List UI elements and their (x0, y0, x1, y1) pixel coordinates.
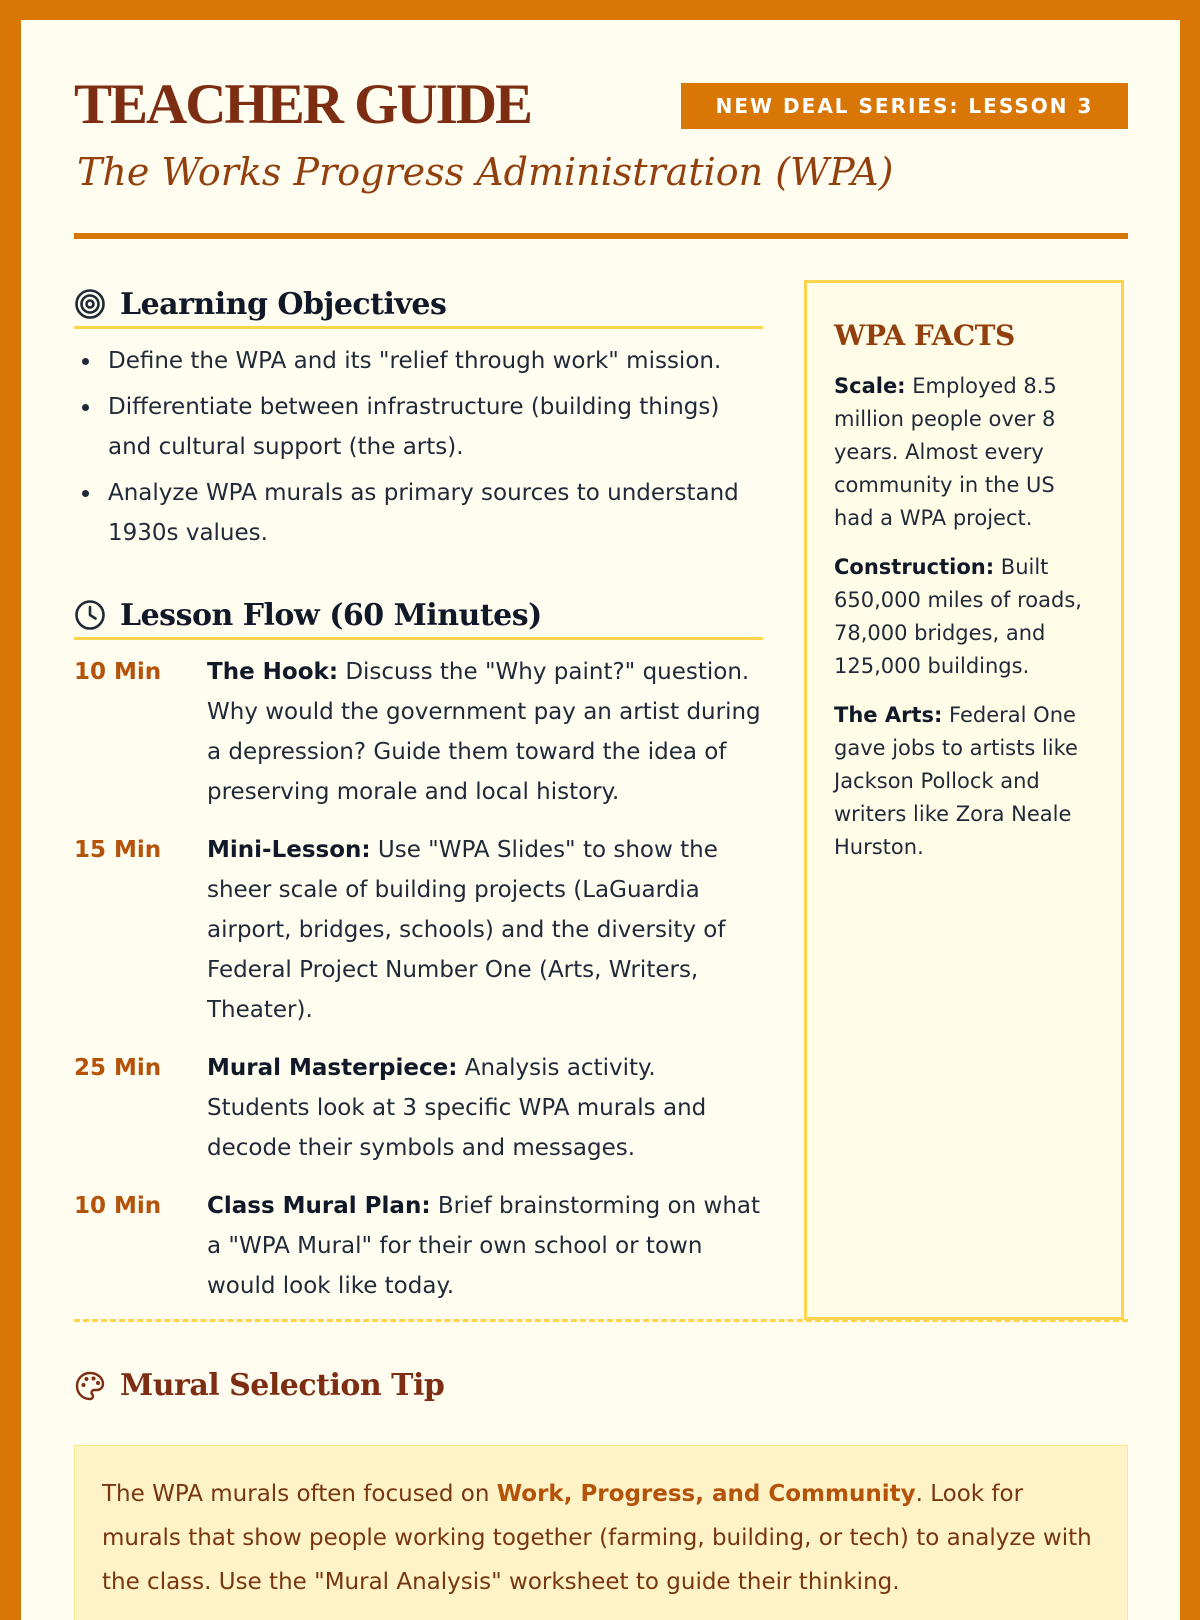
flow-item (74, 1048, 763, 1168)
flow-time: 25 Min (74, 1055, 162, 1081)
flow-text: Brief brainstorming on what a "WPA Mural" for their own school or town would look like today. (207, 1193, 761, 1299)
flow-time: 10 Min (74, 1193, 162, 1219)
tip-header (74, 1368, 444, 1403)
flow-description (207, 830, 763, 1030)
section-divider (74, 1319, 1128, 1322)
objectives-list (74, 341, 763, 553)
lesson-flow-header (74, 593, 763, 640)
flow-item (74, 830, 763, 1030)
guide-page (21, 20, 1180, 1620)
flow-time: 10 Min (74, 659, 162, 685)
facts-heading: WPA FACTS (834, 319, 1015, 352)
flow-item (74, 652, 763, 812)
objectives-section (74, 282, 763, 553)
facts-sidebar (804, 280, 1124, 1320)
tip-highlight: Work, Progress, and Community (496, 1481, 916, 1507)
fact-label: Construction: (834, 555, 995, 579)
fact-text: Employed 8.5 million people over 8 years. Almost every community in the US had a WPA project. (834, 374, 1057, 530)
fact-item (834, 551, 1094, 683)
flow-description (207, 1186, 763, 1306)
objectives-header (74, 282, 763, 329)
fact-text: Built 650,000 miles of roads, 78,000 bridges, and 125,000 buildings. (834, 555, 1082, 678)
fact-label: The Arts: (834, 703, 943, 727)
flow-label: Mini-Lesson: (207, 837, 371, 863)
page-subtitle: The Works Progress Administration (WPA) (77, 150, 894, 194)
flow-label: Mural Masterpiece: (207, 1055, 458, 1081)
tip-text: . Look for murals that show people working together (farming, building, or tech) to analyze with the class. Use the "Mural Analysis" worksheet to guide their thinking. (102, 1481, 1092, 1595)
flow-item (74, 1186, 763, 1306)
lesson-flow-heading: Lesson Flow (60 Minutes) (120, 597, 542, 633)
fact-label: Scale: (834, 374, 906, 398)
flow-description (207, 1048, 763, 1168)
tip-box (74, 1445, 1128, 1620)
tip-text: The WPA murals often focused on (102, 1481, 497, 1507)
flow-description (207, 652, 763, 812)
list-item: Define the WPA and its "relief through work" mission. (74, 341, 763, 381)
list-item: Differentiate between infrastructure (building things) and cultural support (the arts). (74, 387, 763, 467)
page-title: TEACHER GUIDE (74, 73, 531, 136)
objectives-heading: Learning Objectives (120, 286, 447, 322)
flow-text: Use "WPA Slides" to show the sheer scale of building projects (LaGuardia airport, bridges, schools) and the diversity of Federal Project Number One (Arts, Writers, Theater). (207, 837, 726, 1023)
fact-item (834, 699, 1094, 864)
target-icon (74, 288, 106, 320)
tip-heading: Mural Selection Tip (120, 1368, 445, 1403)
flow-text: Analysis activity. Students look at 3 specific WPA murals and decode their symbols and messages. (207, 1055, 707, 1161)
header-divider (74, 233, 1128, 239)
fact-item (834, 370, 1094, 535)
flow-label: The Hook: (207, 659, 339, 685)
series-badge: NEW DEAL SERIES: LESSON 3 (681, 83, 1128, 129)
lesson-flow-section (74, 593, 763, 1306)
lesson-flow-list (74, 652, 763, 1306)
fact-text: Federal One gave jobs to artists like Jackson Pollock and writers like Zora Neale Hurston. (834, 703, 1078, 859)
list-item: Analyze WPA murals as primary sources to understand 1930s values. (74, 473, 763, 553)
clock-icon (74, 599, 106, 631)
flow-label: Class Mural Plan: (207, 1193, 431, 1219)
main-column (74, 282, 763, 1324)
flow-time: 15 Min (74, 837, 162, 863)
flow-text: Discuss the "Why paint?" question. Why would the government pay an artist during a depression? Guide them toward the idea of preserving morale and local history. (207, 659, 761, 805)
palette-icon (74, 1370, 106, 1402)
